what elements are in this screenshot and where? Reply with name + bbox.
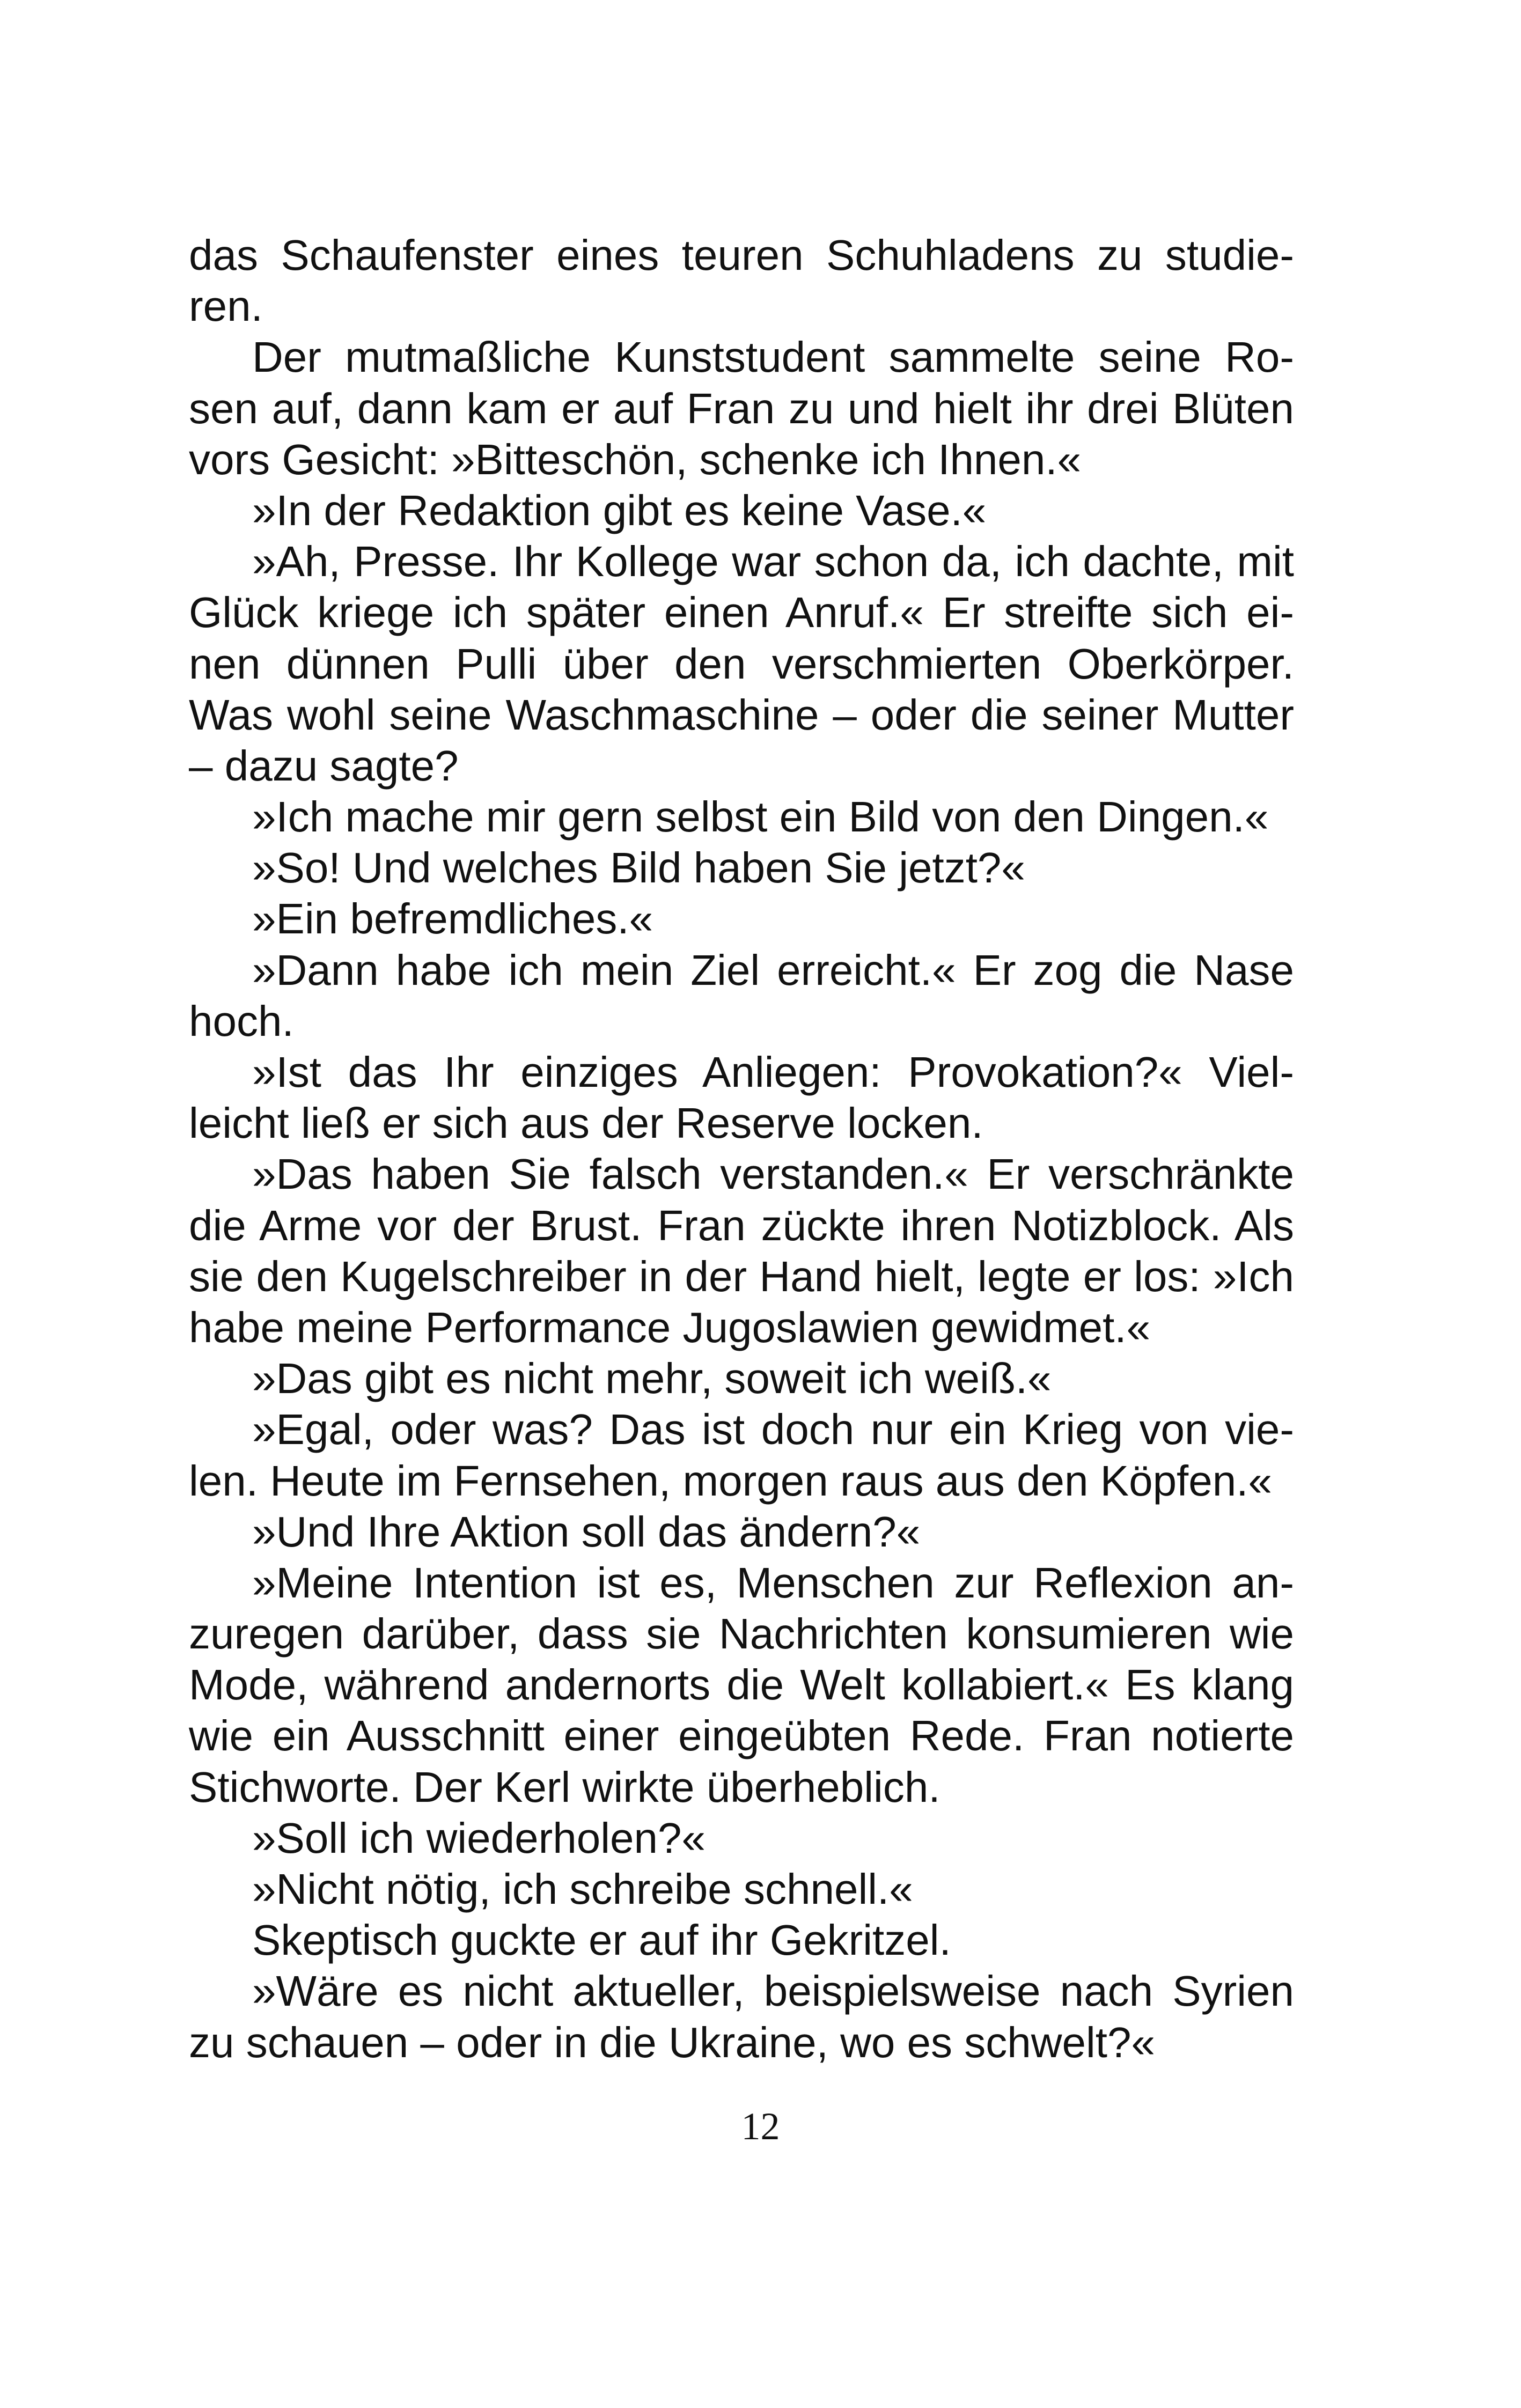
text-line: »Dann habe ich mein Ziel erreicht.« Er zog die Nase bbox=[252, 946, 1294, 994]
text-line: wie ein Ausschnitt einer eingeübten Rede. Fran notierte bbox=[189, 1712, 1294, 1760]
text-line: Glück kriege ich später einen Anruf.« Er streifte sich ei- bbox=[189, 588, 1294, 637]
text-line: Skeptisch guckte er auf ihr Gekritzel. bbox=[252, 1916, 951, 1964]
text-line: nen dünnen Pulli über den verschmierten Oberkörper. bbox=[189, 639, 1294, 688]
text-line: »Das haben Sie falsch verstanden.« Er verschränkte bbox=[252, 1150, 1294, 1198]
text-line: zu schauen – oder in die Ukraine, wo es schwelt?« bbox=[189, 2018, 1156, 2066]
text-line: »Das gibt es nicht mehr, soweit ich weiß.« bbox=[252, 1354, 1052, 1403]
text-line: »Ist das Ihr einziges Anliegen: Provokation?« Viel- bbox=[252, 1048, 1294, 1096]
text-line: zuregen darüber, dass sie Nachrichten konsumieren wie bbox=[189, 1610, 1294, 1658]
text-line: »Ich mache mir gern selbst ein Bild von den Dingen.« bbox=[252, 793, 1269, 841]
text-line: »Ah, Presse. Ihr Kollege war schon da, ich dachte, mit bbox=[252, 537, 1294, 586]
text-line: die Arme vor der Brust. Fran zückte ihren Notizblock. Als bbox=[189, 1201, 1294, 1249]
text-line: »Soll ich wiederholen?« bbox=[252, 1814, 706, 1862]
text-line: das Schaufenster eines teuren Schuhladens zu studie- bbox=[189, 231, 1294, 279]
text-line: sen auf, dann kam er auf Fran zu und hielt ihr drei Blüten bbox=[189, 384, 1294, 432]
text-line: »Und Ihre Aktion soll das ändern?« bbox=[252, 1507, 921, 1556]
text-line: – dazu sagte? bbox=[189, 741, 459, 790]
text-line: len. Heute im Fernsehen, morgen raus aus den Köpfen.« bbox=[189, 1456, 1272, 1505]
text-line: leicht ließ er sich aus der Reserve locken. bbox=[189, 1099, 983, 1147]
body-text bbox=[189, 230, 1294, 2068]
text-line: vors Gesicht: »Bitteschön, schenke ich Ihnen.« bbox=[189, 435, 1082, 483]
text-line: habe meine Performance Jugoslawien gewidmet.« bbox=[189, 1303, 1151, 1351]
text-line: Der mutmaßliche Kunststudent sammelte seine Ro- bbox=[252, 333, 1294, 381]
text-line: ren. bbox=[189, 282, 263, 330]
text-line: »Meine Intention ist es, Menschen zur Reflexion an- bbox=[252, 1558, 1294, 1607]
text-line: »Wäre es nicht aktueller, beispielsweise nach Syrien bbox=[252, 1967, 1294, 2015]
text-line: »So! Und welches Bild haben Sie jetzt?« bbox=[252, 844, 1025, 892]
text-line: Stichworte. Der Kerl wirkte überheblich. bbox=[189, 1763, 940, 1811]
text-line: Mode, während andernorts die Welt kollabiert.« Es klang bbox=[189, 1661, 1294, 1709]
text-line: »In der Redaktion gibt es keine Vase.« bbox=[252, 486, 987, 534]
text-line: Was wohl seine Waschmaschine – oder die seiner Mutter bbox=[189, 690, 1294, 739]
text-line: »Nicht nötig, ich schreibe schnell.« bbox=[252, 1865, 913, 1913]
text-line: hoch. bbox=[189, 997, 294, 1045]
text-line: sie den Kugelschreiber in der Hand hielt, legte er los: »Ich bbox=[189, 1252, 1294, 1300]
text-line: »Egal, oder was? Das ist doch nur ein Krieg von vie- bbox=[252, 1405, 1294, 1454]
text-line: »Ein befremdliches.« bbox=[252, 895, 653, 943]
page-number: 12 bbox=[741, 2105, 780, 2148]
